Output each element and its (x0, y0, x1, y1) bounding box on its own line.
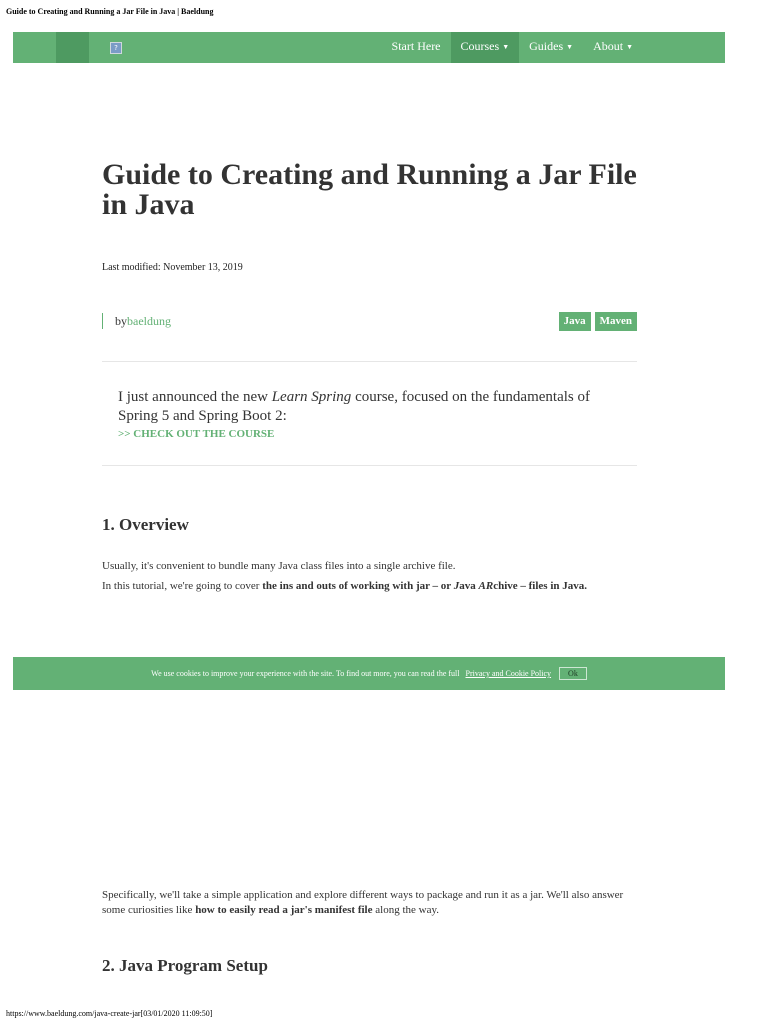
nav-item-label: Guides (529, 39, 564, 53)
divider (102, 361, 637, 362)
overview-paragraph-1: Usually, it's convenient to bundle many Java class files into a single archive file. (102, 560, 456, 572)
promo-text (118, 388, 623, 426)
nav-item-start-here[interactable] (382, 32, 451, 63)
divider (102, 465, 637, 466)
tag-java[interactable]: Java (559, 312, 591, 331)
nav-item-label: Courses (460, 39, 500, 53)
last-modified: Last modified: November 13, 2019 (102, 262, 243, 273)
nav-item-guides[interactable] (519, 32, 583, 63)
byline (102, 313, 171, 329)
nav-item-about[interactable] (583, 32, 643, 63)
tag-list (559, 312, 637, 331)
print-footer: https://www.baeldung.com/java-create-jar[03/01/2020 11:09:50] (6, 1009, 213, 1018)
overview-paragraph-2 (102, 579, 627, 594)
nav-spacer (643, 32, 725, 63)
privacy-policy-link[interactable]: Privacy and Cookie Policy (465, 669, 552, 678)
section-heading-overview: 1. Overview (102, 515, 189, 534)
caret-down-icon: ▼ (502, 43, 510, 51)
cookie-ok-button[interactable]: Ok (559, 667, 587, 680)
p2-em: J (453, 580, 460, 592)
p2-text: In this tutorial, we're going to cover (102, 580, 263, 592)
check-out-course-link[interactable]: >> CHECK OUT THE COURSE (118, 428, 275, 440)
p2-em: AR (478, 580, 494, 592)
nav-menu (382, 32, 725, 63)
broken-image-icon: ? (110, 42, 122, 54)
nav-item-label: About (593, 39, 624, 53)
page-title: Guide to Creating and Running a Jar File in Java (102, 158, 637, 221)
p3-text: along the way. (372, 904, 439, 916)
p2-bold: ava (459, 580, 479, 592)
section-heading-program-setup: 2. Java Program Setup (102, 956, 268, 975)
logo[interactable] (56, 32, 89, 63)
caret-down-icon: ▼ (626, 43, 633, 51)
course-promo (118, 388, 623, 440)
by-label: by (115, 314, 127, 328)
top-navbar (13, 32, 725, 63)
tag-maven[interactable]: Maven (595, 312, 637, 331)
print-header: Guide to Creating and Running a Jar File in Java | Baeldung (6, 7, 214, 16)
author-link[interactable]: baeldung (127, 314, 171, 328)
caret-down-icon: ▼ (566, 43, 574, 51)
promo-text-start: I just announced the new (118, 389, 272, 405)
cookie-banner (13, 657, 725, 690)
promo-course-name: Learn Spring (271, 389, 352, 405)
promo-text-end: course, focused on the fundamentals of Spring 5 and Spring Boot 2: (118, 389, 590, 424)
p2-bold: the ins and outs of working with jar – or (262, 580, 454, 592)
p2-bold: chive – files in Java. (493, 580, 587, 592)
cookie-text: We use cookies to improve your experience with the site. To find out more, you can read the full (151, 669, 460, 678)
nav-item-label: Start Here (391, 39, 441, 53)
nav-item-courses[interactable] (451, 32, 520, 63)
p3-text: Specifically, we'll take a simple application and explore different ways to package and run it as a jar. We'll also answer some curiosities like (102, 889, 624, 916)
p3-bold: how to easily read a jar's manifest file (195, 904, 373, 916)
overview-paragraph-3 (102, 888, 627, 918)
